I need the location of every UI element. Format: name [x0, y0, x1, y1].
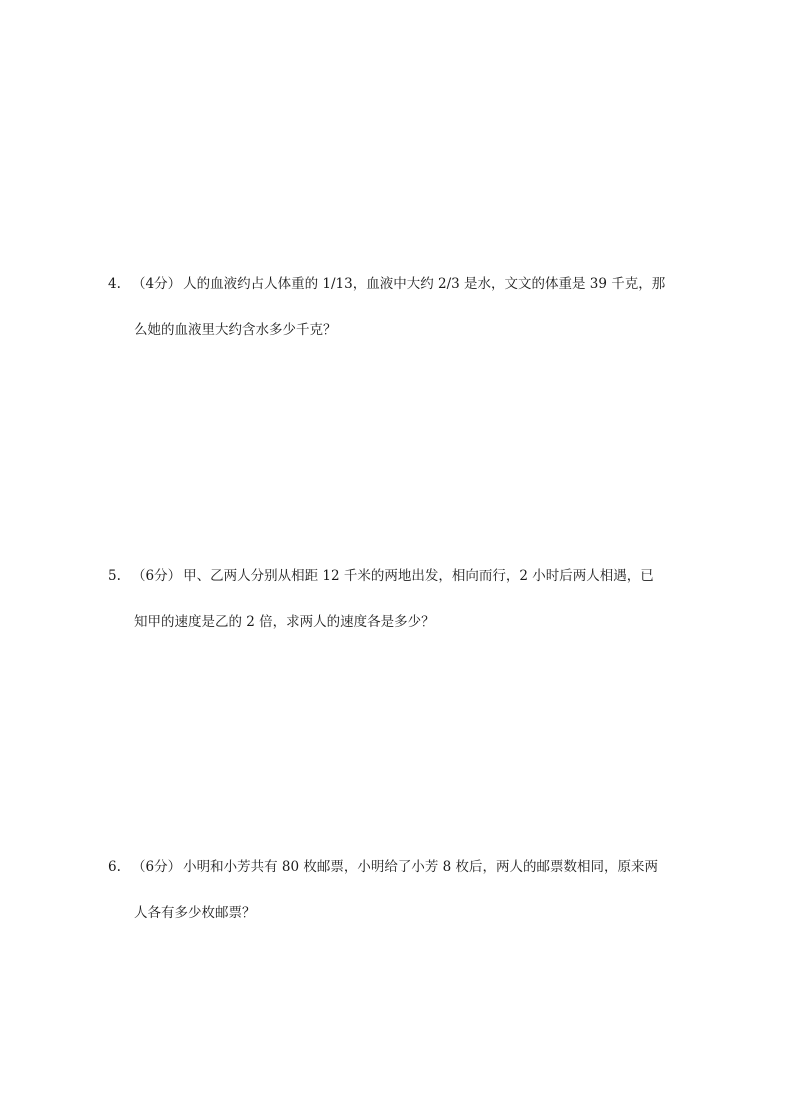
question-points: （6分） [132, 568, 182, 584]
question-4-line-2: 么她的血液里大约含水多少千克？ [134, 322, 337, 338]
question-4-line-1 [108, 276, 665, 292]
question-number: 4. [108, 276, 121, 292]
question-6-line-1 [108, 859, 658, 875]
question-5-line-1 [108, 568, 654, 584]
question-6-line-2: 人各有多少枚邮票？ [134, 905, 256, 921]
question-5-line-2: 知甲的速度是乙的 2 倍，求两人的速度各是多少？ [134, 614, 435, 630]
question-text: 小明和小芳共有 80 枚邮票，小明给了小芳 8 枚后，两人的邮票数相同，原来两 [183, 859, 659, 875]
question-points: （6分） [132, 859, 182, 875]
question-number: 5. [108, 568, 121, 584]
question-text: 人的血液约占人体重的 1/13，血液中大约 2/3 是水，文文的体重是 39 千克，那 [183, 276, 666, 292]
question-text: 甲、乙两人分别从相距 12 千米的两地出发，相向而行，2 小时后两人相遇，已 [183, 568, 654, 584]
question-number: 6. [108, 859, 121, 875]
question-points: （4分） [132, 276, 182, 292]
